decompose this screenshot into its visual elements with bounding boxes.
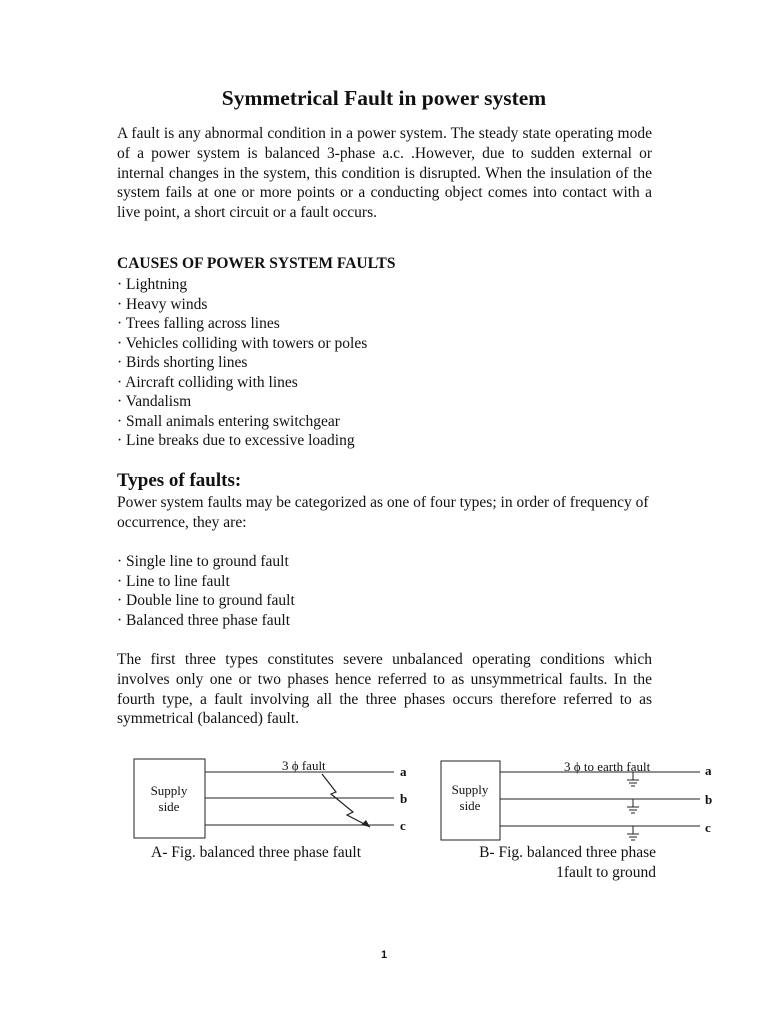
figure-b-caption-line: 1fault to ground <box>556 863 656 881</box>
list-item: · Balanced three phase fault <box>117 611 290 629</box>
fault-label: 3 ϕ to earth fault <box>564 759 651 774</box>
line-label-c: c <box>400 818 406 833</box>
line-label-b: b <box>705 792 713 807</box>
list-item: · Single line to ground fault <box>117 553 289 570</box>
conclusion-paragraph: The first three types constitutes severe unbalanced operating conditions which involves only one or two phases hence referred to as unsymmetrical faults. In the fourth type, a fault involving all the three phases occurs therefore referred to as symmetrical (balanced) fault. <box>117 651 652 728</box>
list-item: · Line breaks due to excessive loading <box>117 432 355 449</box>
list-item: · Small animals entering switchgear <box>117 412 340 430</box>
figure-b-diagram <box>432 748 732 842</box>
supply-box-label: Supply <box>451 782 489 797</box>
types-intro: Power system faults may be categorized as one of four types; in order of frequency of occurrence, they are: <box>117 494 649 531</box>
list-item: · Aircraft colliding with lines <box>117 373 298 391</box>
figure-a-diagram <box>128 748 418 838</box>
supply-box-label: side <box>158 799 180 814</box>
page-title: Symmetrical Fault in power system <box>221 86 547 110</box>
ground-symbol-icon <box>627 826 639 840</box>
figure-a-three-phase-fault <box>128 748 418 838</box>
fault-types-list <box>117 552 295 630</box>
causes-heading: CAUSES OF POWER SYSTEM FAULTS <box>117 255 396 272</box>
list-item: · Vehicles colliding with towers or poles <box>117 334 368 352</box>
list-item: · Heavy winds <box>117 295 208 313</box>
list-item: · Trees falling across lines <box>117 315 280 332</box>
list-item: · Lightning <box>117 276 188 293</box>
list-item: · Line to line fault <box>117 572 230 590</box>
figure-b-three-phase-earth-fault <box>432 748 732 842</box>
page-number: 1 <box>380 949 388 961</box>
line-label-a: a <box>705 763 712 778</box>
list-item: · Birds shorting lines <box>117 354 248 371</box>
figure-a-caption: A- Fig. balanced three phase fault <box>151 844 362 861</box>
list-item: · Double line to ground fault <box>117 592 295 609</box>
fault-label: 3 ϕ fault <box>282 758 326 773</box>
list-item: · Vandalism <box>117 393 192 410</box>
line-label-c: c <box>705 820 711 835</box>
types-heading: Types of faults: <box>117 470 242 491</box>
causes-list <box>117 275 367 451</box>
supply-box-label: side <box>459 798 481 813</box>
figure-b-caption-line: B- Fig. balanced three phase <box>479 844 656 861</box>
ground-symbol-icon <box>627 772 639 786</box>
intro-paragraph: A fault is any abnormal condition in a power system. The steady state operating mode of a power system is balanced 3-phase a.c. .However, due to sudden external or internal changes in the system, this condition is disrupted. When the insulation of the system fails at one or more points or a conducting object comes into contact with a live point, a short circuit or a fault occurs. <box>117 125 652 222</box>
figure-b-caption <box>446 843 656 882</box>
lightning-fault-icon <box>322 774 370 827</box>
ground-symbol-icon <box>627 799 639 813</box>
line-label-a: a <box>400 764 407 779</box>
supply-box-label: Supply <box>150 783 188 798</box>
line-label-b: b <box>400 791 408 806</box>
